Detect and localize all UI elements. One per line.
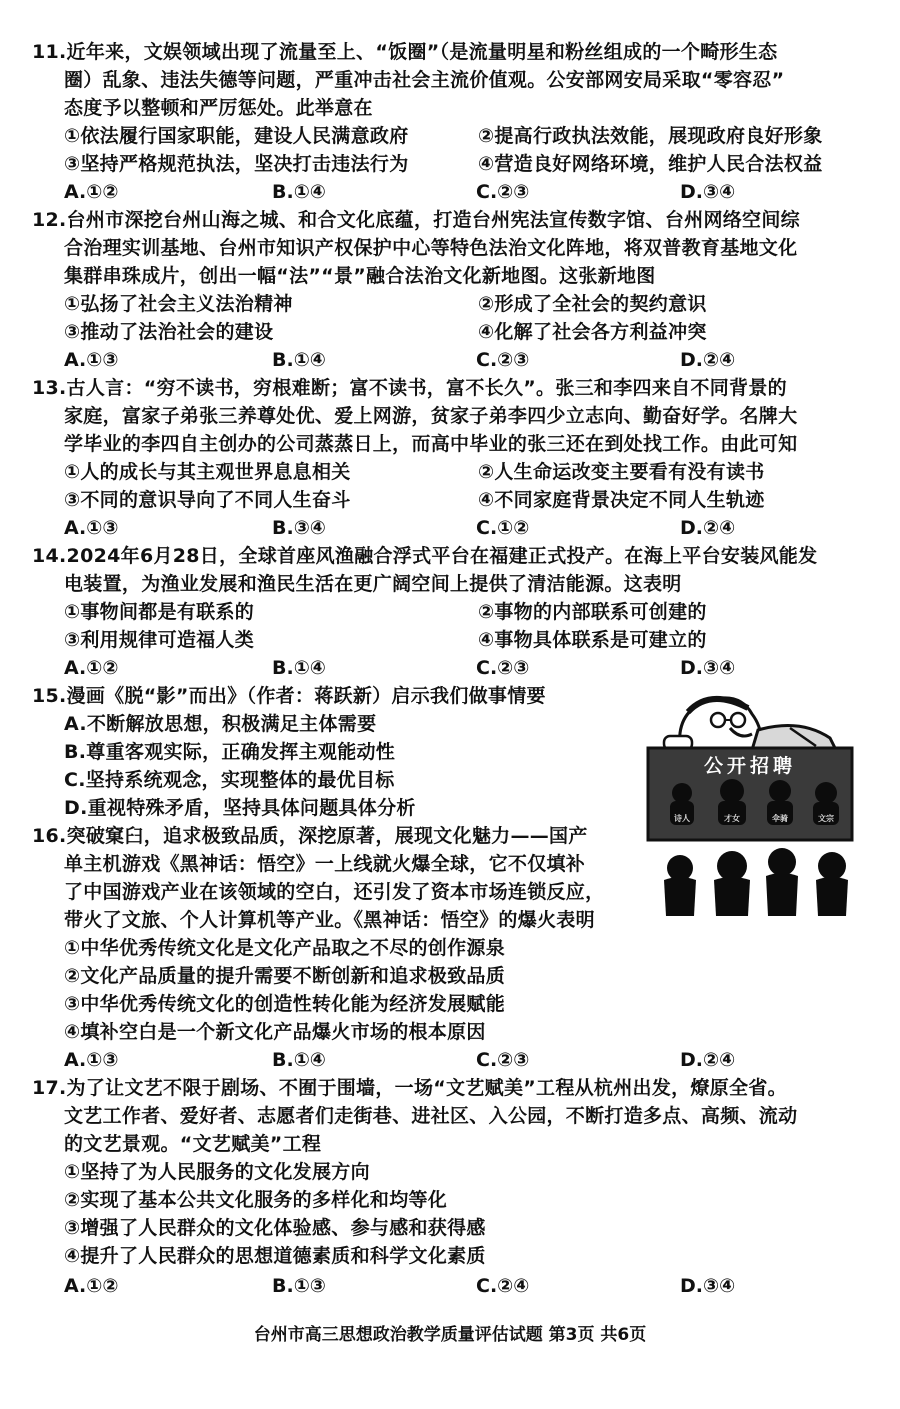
statement-option: ②形成了全社会的契约意识 — [478, 293, 707, 315]
choice-a: A.①② — [64, 1275, 119, 1297]
statement-option: ②提高行政执法效能，展现政府良好形象 — [478, 125, 823, 147]
statement-option: ②实现了基本公共文化服务的多样化和均等化 — [64, 1189, 448, 1211]
choice-c: C.②③ — [476, 657, 530, 679]
choice-d: D.②④ — [680, 349, 736, 371]
statement-option: ④营造良好网络环境，维护人民合法权益 — [478, 153, 823, 175]
choice-a: A.①③ — [64, 349, 119, 371]
statement-option: ④事物具体联系是可建立的 — [478, 629, 707, 651]
board-sign-text: 公开招聘 — [703, 755, 797, 777]
question-stem: 17.为了让文艺不限于剧场、不囿于围墙，一场“文艺赋美”工程从杭州出发，燎原全省。 — [32, 1077, 787, 1099]
cartoon-illustration — [640, 690, 860, 920]
choice-c: C.②③ — [476, 349, 530, 371]
choice-d: D.③④ — [680, 657, 736, 679]
statement-option: ②人生命运改变主要看有没有读书 — [478, 461, 765, 483]
statement-option: ③利用规律可造福人类 — [64, 629, 255, 651]
choice-c: C.②③ — [476, 181, 530, 203]
question-stem: 态度予以整顿和严厉惩处。此举意在 — [64, 97, 373, 119]
choice-b: B.①④ — [272, 349, 326, 371]
choice-b: B.③④ — [272, 517, 326, 539]
statement-option: ④化解了社会各方利益冲突 — [478, 321, 707, 343]
question-stem: 带火了文旅、个人计算机等产业。《黑神话：悟空》的爆火表明 — [64, 909, 595, 931]
question-stem: 11.近年来，文娱领域出现了流量至上、“饭圈”（是流量明星和粉丝组成的一个畸形生态 — [32, 41, 778, 63]
question-stem: 12.台州市深挖台州山海之城、和合文化底蕴，打造台州宪法宣传数字馆、台州网络空间综 — [32, 209, 800, 231]
question-stem: 家庭，富家子弟张三养尊处优、爱上网游，贫家子弟李四少立志向、勤奋好学。名牌大 — [64, 405, 798, 427]
statement-option: ③增强了人民群众的文化体验感、参与感和获得感 — [64, 1217, 486, 1239]
page-footer: 台州市高三思想政治教学质量评估试题 第3页 共6页 — [253, 1325, 647, 1345]
statement-option: ①事物间都是有联系的 — [64, 601, 255, 623]
choice-d: D.②④ — [680, 1049, 736, 1071]
choice-a: A.①③ — [64, 517, 119, 539]
choice-d: D.重视特殊矛盾，坚持具体问题具体分析 — [64, 797, 416, 819]
choice-c: C.②③ — [476, 1049, 530, 1071]
choice-b: B.①④ — [272, 657, 326, 679]
choice-d: D.②④ — [680, 517, 736, 539]
statement-option: ④不同家庭背景决定不同人生轨迹 — [478, 489, 765, 511]
question-stem: 学毕业的李四自主创办的公司蒸蒸日上，而高中毕业的张三还在到处找工作。由此可知 — [64, 433, 798, 455]
statement-option: ①依法履行国家职能，建设人民满意政府 — [64, 125, 409, 147]
question-stem: 单主机游戏《黑神话：悟空》一上线就火爆全球，它不仅填补 — [64, 853, 586, 875]
choice-b: B.①③ — [272, 1275, 326, 1297]
choice-b: B.①④ — [272, 181, 326, 203]
statement-option: ②事物的内部联系可创建的 — [478, 601, 707, 623]
question-stem: 16.突破窠臼，追求极致品质，深挖原著，展现文化魅力——国产 — [32, 825, 588, 847]
question-stem: 13.古人言：“穷不读书，穷根难断；富不读书，富不长久”。张三和李四来自不同背景的 — [32, 377, 787, 399]
choice-a: A.①② — [64, 657, 119, 679]
statement-option: ③坚持严格规范执法，坚决打击违法行为 — [64, 153, 409, 175]
choice-d: D.③④ — [680, 181, 736, 203]
choice-c: C.①② — [476, 517, 530, 539]
question-stem: 电装置，为渔业发展和渔民生活在更广阔空间上提供了清洁能源。这表明 — [64, 573, 682, 595]
silhouette-label: 伞骑 — [772, 814, 788, 823]
statement-option: ③不同的意识导向了不同人生奋斗 — [64, 489, 351, 511]
statement-option: ③中华优秀传统文化的创造性转化能为经济发展赋能 — [64, 993, 505, 1015]
choice-a: A.①③ — [64, 1049, 119, 1071]
choice-b: B.尊重客观实际，正确发挥主观能动性 — [64, 741, 396, 763]
question-stem: 圈）乱象、违法失德等问题，严重冲击社会主流价值观。公安部网安局采取“零容忍” — [64, 69, 785, 91]
question-stem: 文艺工作者、爱好者、志愿者们走街巷、进社区、入公园，不断打造多点、高频、流动 — [64, 1105, 798, 1127]
question-stem: 集群串珠成片，创出一幅“法”“景”融合法治文化新地图。这张新地图 — [64, 265, 656, 287]
choice-d: D.③④ — [680, 1275, 736, 1297]
question-stem: 14.2024年6月28日，全球首座风渔融合浮式平台在福建正式投产。在海上平台安装风能发 — [32, 545, 818, 567]
silhouette-label: 才女 — [724, 814, 740, 823]
statement-option: ③推动了法治社会的建设 — [64, 321, 274, 343]
statement-option: ④填补空白是一个新文化产品爆火市场的根本原因 — [64, 1021, 486, 1043]
choice-c: C.坚持系统观念，实现整体的最优目标 — [64, 769, 395, 791]
question-stem: 15.漫画《脱“影”而出》（作者：蒋跃新）启示我们做事情要 — [32, 685, 546, 707]
choice-b: B.①④ — [272, 1049, 326, 1071]
standing-figures — [664, 848, 848, 916]
statement-option: ①人的成长与其主观世界息息相关 — [64, 461, 351, 483]
statement-option: ①坚持了为人民服务的文化发展方向 — [64, 1161, 370, 1183]
question-stem: 了中国游戏产业在该领域的空白，还引发了资本市场连锁反应， — [64, 881, 605, 903]
cartoon-man — [664, 698, 836, 750]
silhouette-label: 诗人 — [674, 814, 690, 823]
statement-option: ④提升了人民群众的思想道德素质和科学文化素质 — [64, 1245, 486, 1267]
question-stem: 合治理实训基地、台州市知识产权保护中心等特色法治文化阵地，将双普教育基地文化 — [64, 237, 798, 259]
silhouette-label: 文宗 — [818, 814, 834, 823]
statement-option: ①中华优秀传统文化是文化产品取之不尽的创作源泉 — [64, 937, 505, 959]
choice-c: C.②④ — [476, 1275, 530, 1297]
question-stem: 的文艺景观。“文艺赋美”工程 — [64, 1133, 322, 1155]
choice-a: A.不断解放思想，积极满足主体需要 — [64, 713, 377, 735]
statement-option: ①弘扬了社会主义法治精神 — [64, 293, 293, 315]
choice-a: A.①② — [64, 181, 119, 203]
statement-option: ②文化产品质量的提升需要不断创新和追求极致品质 — [64, 965, 505, 987]
